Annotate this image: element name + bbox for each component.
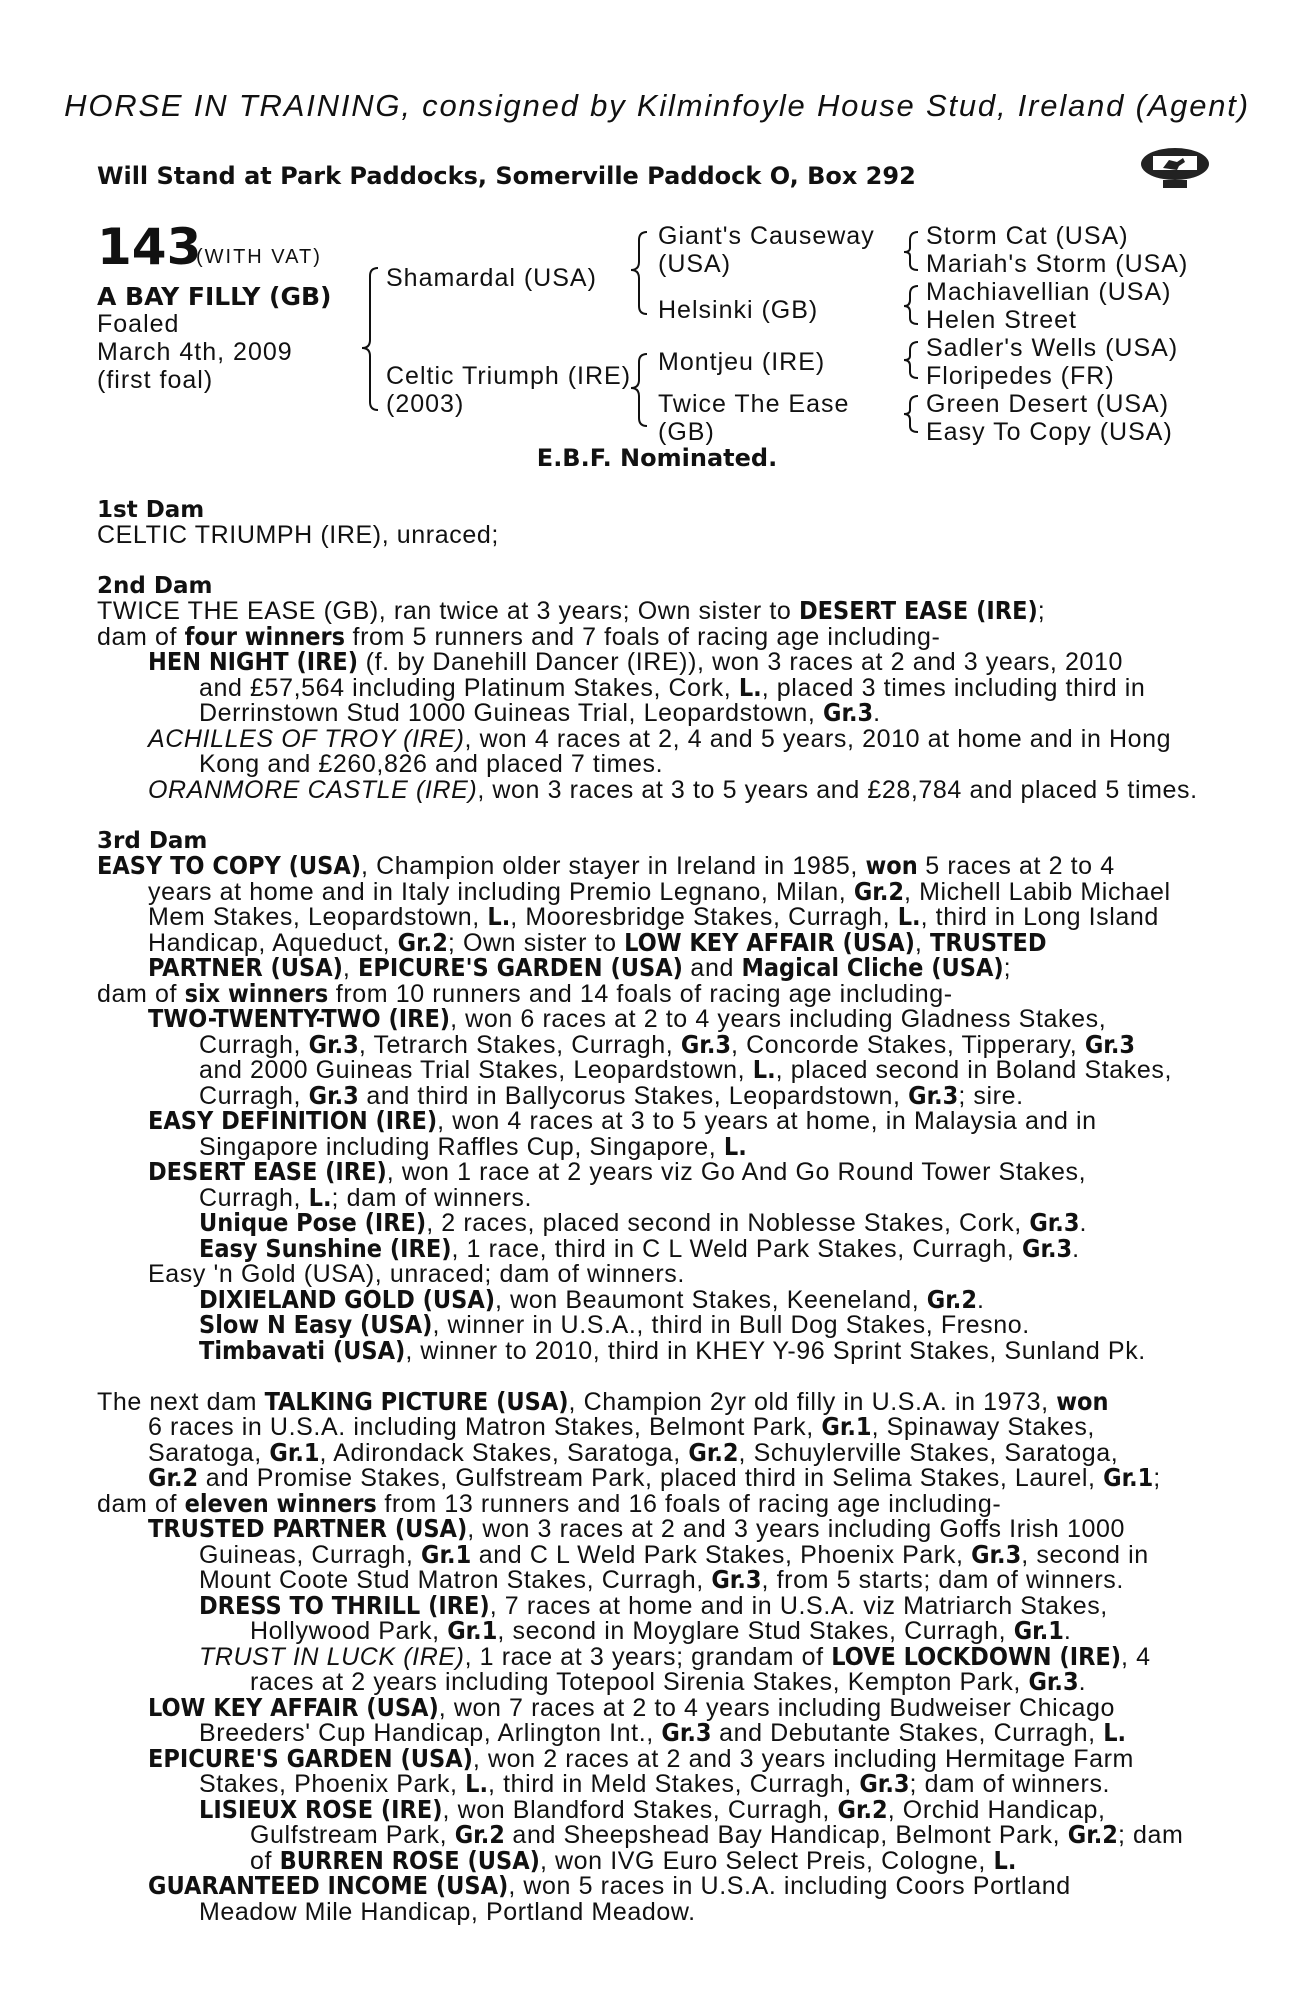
third-dam-line: PARTNER (USA), EPICURE'S GARDEN (USA) and Magical Cliche (USA); — [148, 953, 1012, 982]
second-dam-line: ORANMORE CASTLE (IRE), won 3 races at 3 to 5 years and £28,784 and placed 5 times. — [148, 776, 1198, 804]
ancestor-ddd: Easy To Copy (USA) — [926, 418, 1173, 446]
next-dam-line: GUARANTEED INCOME (USA), won 5 races in U.S.A. including Coors Portland — [148, 1871, 1071, 1900]
next-dam-line: dam of eleven winners from 13 runners and 16 foals of racing age including- — [97, 1489, 1002, 1518]
second-dam-line: TWICE THE EASE (GB), ran twice at 3 years; Own sister to DESERT EASE (IRE); — [97, 596, 1046, 625]
next-dam-line: Gulfstream Park, Gr.2 and Sheepshead Bay Handicap, Belmont Park, Gr.2; dam — [250, 1820, 1184, 1849]
next-dam-line: LOW KEY AFFAIR (USA), won 7 races at 2 to 4 years including Budweiser Chicago — [148, 1693, 1115, 1722]
vat-note: (WITH VAT) — [196, 246, 322, 268]
second-dam-line: ACHILLES OF TROY (IRE), won 4 races at 2, 4 and 5 years, 2010 at home and in Hong — [148, 725, 1172, 753]
third-dam-line: Easy Sunshine (IRE), 1 race, third in C L Weld Park Stakes, Curragh, Gr.3. — [199, 1234, 1080, 1263]
ancestor-sds: Machiavellian (USA) — [926, 278, 1172, 306]
foaled-label: Foaled — [97, 310, 180, 338]
ebf-nomination: E.B.F. Nominated. — [536, 444, 778, 472]
ancestor-dss: Sadler's Wells (USA) — [926, 334, 1179, 362]
next-dam-line: Mount Coote Stud Matron Stakes, Curragh, Gr.3, from 5 starts; dam of winners. — [199, 1565, 1124, 1594]
next-dam-line: Saratoga, Gr.1, Adirondack Stakes, Saratoga, Gr.2, Schuylerville Stakes, Saratoga, — [148, 1438, 1119, 1467]
stand-location: Will Stand at Park Paddocks, Somerville Paddock O, Box 292 — [97, 162, 916, 190]
third-dam-line: Curragh, L.; dam of winners. — [199, 1183, 533, 1212]
lot-name: A BAY FILLY (GB) — [97, 282, 332, 311]
third-dam-line: Mem Stakes, Leopardstown, L., Mooresbridge Stakes, Curragh, L., third in Long Island — [148, 902, 1159, 931]
third-dam-line: years at home and in Italy including Premio Legnano, Milan, Gr.2, Michell Labib Michael — [148, 877, 1171, 906]
second-dam-line: and £57,564 including Platinum Stakes, Cork, L., placed 3 times including third in — [199, 673, 1146, 702]
next-dam-line: Stakes, Phoenix Park, L., third in Meld Stakes, Curragh, Gr.3; dam of winners. — [199, 1769, 1111, 1798]
third-dam-line: DIXIELAND GOLD (USA), won Beaumont Stakes, Keeneland, Gr.2. — [199, 1285, 985, 1314]
third-dam-line: TWO-TWENTY-TWO (IRE), won 6 races at 2 to 4 years including Gladness Stakes, — [148, 1004, 1107, 1033]
next-dam-line: Guineas, Curragh, Gr.1 and C L Weld Park Stakes, Phoenix Park, Gr.3, second in — [199, 1540, 1149, 1569]
third-dam-line: EASY DEFINITION (IRE), won 4 races at 3 to 5 years at home, in Malaysia and in — [148, 1106, 1097, 1135]
foaled-date: March 4th, 2009 — [97, 338, 293, 366]
ancestor-sdd: Helen Street — [926, 306, 1077, 334]
lot-number: 143 — [97, 218, 202, 276]
third-dam-line: Easy 'n Gold (USA), unraced; dam of winners. — [148, 1260, 685, 1288]
third-dam-line: Slow N Easy (USA), winner in U.S.A., third in Bull Dog Stakes, Fresno. — [199, 1310, 1030, 1339]
first-dam-text: CELTIC TRIUMPH (IRE), unraced; — [97, 521, 499, 549]
third-dam-line: DESERT EASE (IRE), won 1 race at 2 years viz Go And Go Round Tower Stakes, — [148, 1157, 1087, 1186]
third-dam-line: dam of six winners from 10 runners and 14 foals of racing age including- — [97, 979, 953, 1008]
ancestor-ssd: Mariah's Storm (USA) — [926, 250, 1189, 278]
second-dam-line: HEN NIGHT (IRE) (f. by Danehill Dancer (IRE)), won 3 races at 2 and 3 years, 2010 — [148, 647, 1124, 676]
next-dam-line: EPICURE'S GARDEN (USA), won 2 races at 2 and 3 years including Hermitage Farm — [148, 1744, 1134, 1773]
ancestor-dds: Green Desert (USA) — [926, 390, 1170, 418]
dam-name: Celtic Triumph (IRE) — [386, 362, 632, 390]
next-dam-line: The next dam TALKING PICTURE (USA), Champion 2yr old filly in U.S.A. in 1973, won — [97, 1387, 1109, 1416]
third-dam-line: Curragh, Gr.3 and third in Ballycorus Stakes, Leopardstown, Gr.3; sire. — [199, 1081, 1024, 1110]
next-dam-line: Hollywood Park, Gr.1, second in Moyglare Stud Stakes, Curragh, Gr.1. — [250, 1616, 1072, 1645]
third-dam-line: and 2000 Guineas Trial Stakes, Leopardstown, L., placed second in Boland Stakes, — [199, 1055, 1173, 1084]
third-dam-heading: 3rd Dam — [97, 828, 208, 854]
next-dam-line: 6 races in U.S.A. including Matron Stakes, Belmont Park, Gr.1, Spinaway Stakes, — [148, 1412, 1095, 1441]
dam-year: (2003) — [386, 390, 465, 418]
first-dam-heading: 1st Dam — [97, 497, 205, 523]
third-dam-line: Unique Pose (IRE), 2 races, placed second in Noblesse Stakes, Cork, Gr.3. — [199, 1208, 1088, 1237]
third-dam-line: Curragh, Gr.3, Tetrarch Stakes, Curragh, Gr.3, Concorde Stakes, Tipperary, Gr.3 — [199, 1030, 1136, 1059]
dam-sire: Montjeu (IRE) — [658, 348, 826, 376]
dam-dam: Twice The Ease — [658, 390, 850, 418]
third-dam-line: EASY TO COPY (USA), Champion older stayer in Ireland in 1985, won 5 races at 2 to 4 — [97, 851, 1115, 880]
sire-sire: Giant's Causeway — [658, 222, 875, 250]
third-dam-line: Handicap, Aqueduct, Gr.2; Own sister to LOW KEY AFFAIR (USA), TRUSTED — [148, 928, 1047, 957]
next-dam-line: of BURREN ROSE (USA), won IVG Euro Select Preis, Cologne, L. — [250, 1846, 1017, 1875]
next-dam-line: TRUSTED PARTNER (USA), won 3 races at 2 and 3 years including Goffs Irish 1000 — [148, 1514, 1125, 1543]
sire-sire-country: (USA) — [658, 250, 732, 278]
next-dam-line: LISIEUX ROSE (IRE), won Blandford Stakes, Curragh, Gr.2, Orchid Handicap, — [199, 1795, 1106, 1824]
second-dam-line: Kong and £260,826 and placed 7 times. — [199, 750, 664, 778]
page-title: HORSE IN TRAINING, consigned by Kilminfoyle House Stud, Ireland (Agent) — [64, 88, 1250, 123]
next-dam-line: Meadow Mile Handicap, Portland Meadow. — [199, 1898, 696, 1926]
second-dam-line: Derrinstown Stud 1000 Guineas Trial, Leopardstown, Gr.3. — [199, 698, 881, 727]
sire-name: Shamardal (USA) — [386, 264, 597, 292]
second-dam-heading: 2nd Dam — [97, 573, 213, 599]
dam-dam-country: (GB) — [658, 418, 715, 446]
ancestor-sss: Storm Cat (USA) — [926, 222, 1129, 250]
foal-note: (first foal) — [97, 366, 214, 394]
next-dam-line: races at 2 years including Totepool Sirenia Stakes, Kempton Park, Gr.3. — [250, 1667, 1087, 1696]
second-dam-line: dam of four winners from 5 runners and 7 foals of racing age including- — [97, 622, 941, 651]
next-dam-line: Gr.2 and Promise Stakes, Gulfstream Park, placed third in Selima Stakes, Laurel, Gr.1; — [148, 1463, 1161, 1492]
ancestor-dsd: Floripedes (FR) — [926, 362, 1115, 390]
sire-dam: Helsinki (GB) — [658, 296, 819, 324]
next-dam-line: TRUST IN LUCK (IRE), 1 race at 3 years; grandam of LOVE LOCKDOWN (IRE), 4 — [199, 1642, 1151, 1671]
next-dam-line: Breeders' Cup Handicap, Arlington Int., Gr.3 and Debutante Stakes, Curragh, L. — [199, 1718, 1127, 1747]
third-dam-line: Singapore including Raffles Cup, Singapore, L. — [199, 1132, 747, 1161]
next-dam-line: DRESS TO THRILL (IRE), 7 races at home and in U.S.A. viz Matriarch Stakes, — [199, 1591, 1108, 1620]
third-dam-line: Timbavati (USA), winner to 2010, third in KHEY Y-96 Sprint Stakes, Sunland Pk. — [199, 1336, 1146, 1365]
